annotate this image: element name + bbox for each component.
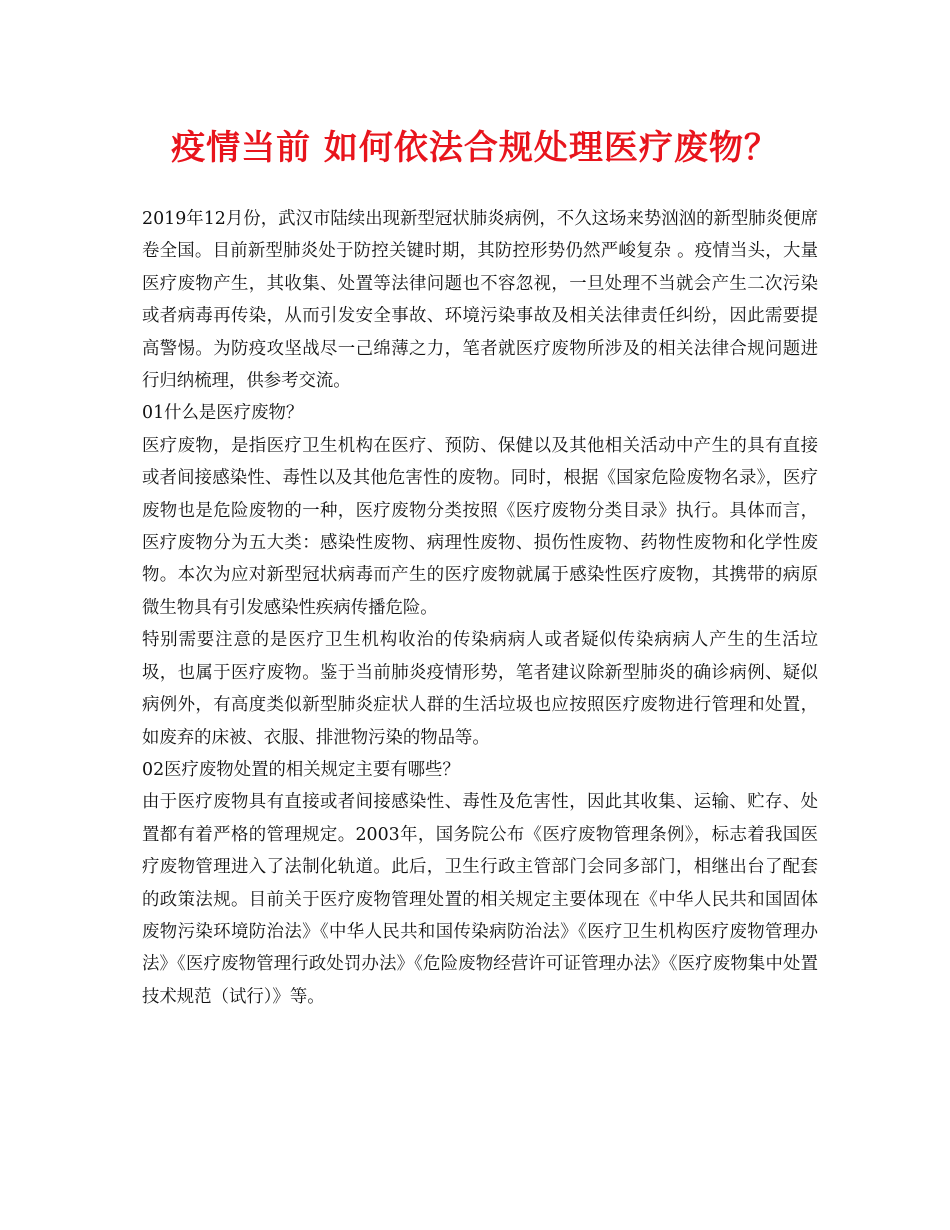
document-body: [142, 203, 818, 1013]
special-note-paragraph: 特别需要注意的是医疗卫生机构收治的传染病病人或者疑似传染病病人产生的生活垃圾，也属于医疗废物。鉴于当前肺炎疫情形势，笔者建议除新型肺炎的确诊病例、疑似病例外，有高度类似新型肺炎症状人群的生活垃圾也应按照医疗废物进行管理和处置，如废弃的床被、衣服、排泄物污染的物品等。: [142, 630, 818, 748]
section-heading-01: 01什么是医疗废物？: [142, 403, 304, 424]
definition-paragraph: 医疗废物，是指医疗卫生机构在医疗、预防、保健以及其他相关活动中产生的具有直接或者间接感染性、毒性以及其他危害性的废物。同时，根据《国家危险废物名录》，医疗废物也是危险废物的一种，医疗废物分类按照《医疗废物分类目录》执行。具体而言，医疗废物分为五大类：感染性废物、病理性废物、损伤性废物、药物性废物和化学性废物。本次为应对新型冠状病毒而产生的医疗废物就属于感染性医疗废物，其携带的病原微生物具有引发感染性疾病传播危险。: [142, 435, 818, 618]
section-heading-02: 02医疗废物处置的相关规定主要有哪些？: [142, 759, 460, 780]
document-title: 疫情当前 如何依法合规处理医疗废物？: [171, 128, 779, 168]
intro-paragraph: 2019年12月份，武汉市陆续出现新型冠状肺炎病例，不久这场来势汹汹的新型肺炎便席卷全国。目前新型肺炎处于防控关键时期，其防控形势仍然严峻复杂 。疫情当头，大量医疗废物产生，其收集、处置等法律问题也不容忽视，一旦处理不当就会产生二次污染或者病毒再传染，从而引发安全事故、环境污染事故及相关法律责任纠纷，因此需要提高警惕。为防疫攻坚战尽一己绵薄之力，笔者就医疗废物所涉及的相关法律合规问题进行归纳梳理，供参考交流。: [142, 209, 818, 392]
regulations-paragraph: 由于医疗废物具有直接或者间接感染性、毒性及危害性，因此其收集、运输、贮存、处置都有着严格的管理规定。2003年，国务院公布《医疗废物管理条例》，标志着我国医疗废物管理进入了法制化轨道。此后，卫生行政主管部门会同多部门，相继出台了配套的政策法规。目前关于医疗废物管理处置的相关规定主要体现在《中华人民共和国固体废物污染环境防治法》《中华人民共和国传染病防治法》《医疗卫生机构医疗废物管理办法》《医疗废物管理行政处罚办法》《危险废物经营许可证管理办法》《医疗废物集中处置技术规范（试行）》等。: [142, 792, 818, 1007]
